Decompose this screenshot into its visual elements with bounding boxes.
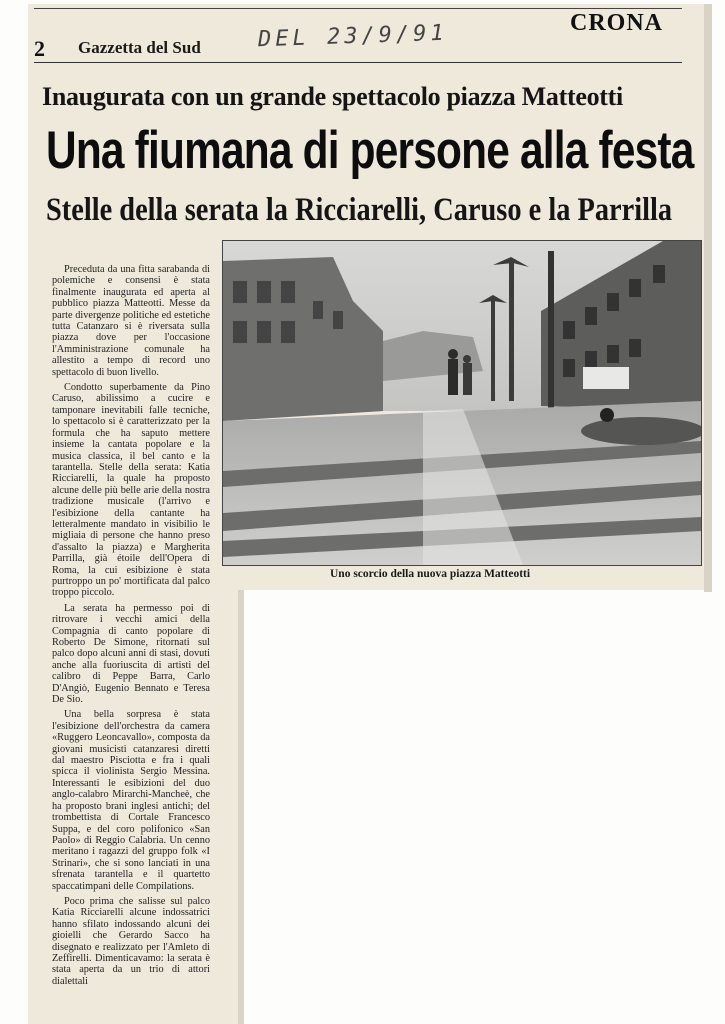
paragraph-1: Preceduta da una fitta sarabanda di polemiche e consensi è stata finalmente inaugurata ed aperta al pubblico piazza Matteotti. Messe da parte divergenze politiche ed estetiche tutta Catanzaro si è riversata sulla piazza dove per l'occasione l'Amministrazione comunale ha allestito a tempo di record uno spettacolo di buon livello. (52, 264, 210, 378)
article-kicker: Inaugurata con un grande spettacolo piazza Matteotti (42, 82, 623, 111)
paragraph-2: Condotto superbamente da Pino Caruso, abilissimo a cucire e tamponare inevitabili falle tecniche, lo spettacolo si è caratterizzato per la formula che ha saputo mettere insieme la cantata popolare e la musica classica, il bel canto e la tarantella. Stelle della serata: Katia Ricciarelli, la quale ha proposto alcune delle più belle arie della nostra tradizione musicale (l'arrivo e l'esibizione della cantante ha letteralmente mandato in visibilio le migliaia di persone che hanno preso d'assalto la piazza) e Margherita Parrilla, già étoile dell'Opera di Roma, la cui esibizione è stata purtroppo un po' mortificata dal palco troppo piccolo. (52, 382, 210, 599)
paragraph-5: Poco prima che salisse sul palco Katia Ricciarelli alcune indossatrici hanno sfilato indossando alcuni dei gioielli che Gerardo Sacco ha disegnato e realizzato per l'Amleto di Zeffirelli. Dimenticavamo: la serata è stata aperta da un trio di attori dialettali (52, 895, 210, 987)
article-subhead: Stelle della serata la Ricciarelli, Caruso e la Parrilla (46, 192, 673, 228)
paragraph-4: Una bella sorpresa è stata l'esibizione dell'orchestra da camera «Ruggero Leoncavallo», composta da giovani musicisti catanzaresi diretti dal maestro Pisciotta e fra i quali spicca il violinista Sergio Messina. Interessanti le esibizioni del duo anglo-calabro Mirarchi-Mancheè, che ha proposto brani inglesi antichi; del trombettista di Cortale Francesco Suppa, e del coro polifonico «San Paolo» di Reggio Calabria. Un cenno meritano i ragazzi del gruppo folk «I Strinari», che si sono lanciati in una sfrenata tarantella e il quartetto spaccatimpani delle Compilations. (52, 709, 210, 892)
page-number: 2 (34, 36, 45, 61)
article-body (52, 264, 210, 991)
piazza-photo (222, 240, 702, 566)
clipping-shadow (704, 4, 712, 592)
paragraph-3: La serata ha permesso poi di ritrovare i vecchi amici della Compagnia di canto popolare di Roberto De Simone, ritornati sul palco dopo alcuni anni di stasi, dovuti anche alla fuoriuscita di artisti del calibro di Peppe Barra, Carlo D'Angiò, Eugenio Bennato e Teresa De Sio. (52, 602, 210, 706)
column-shadow (238, 590, 244, 1024)
newspaper-name: Gazzetta del Sud (78, 38, 201, 57)
section-name: CRONA (570, 10, 663, 36)
handwritten-date: DEL 23/9/91 (257, 20, 449, 53)
photo-caption: Uno scorcio della nuova piazza Matteotti (330, 568, 531, 580)
header-top-rule (34, 8, 682, 9)
article-headline: Una fiumana di persone alla festa (46, 121, 694, 180)
